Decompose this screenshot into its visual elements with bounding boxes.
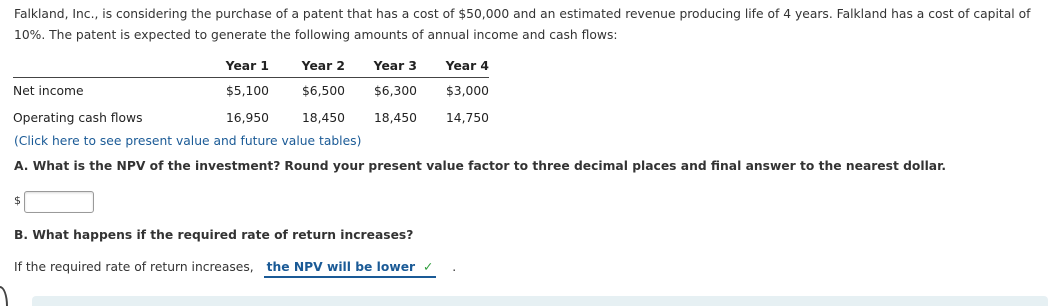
cash-flow-table	[13, 55, 489, 131]
table-header-blank	[13, 55, 213, 77]
table-header-year-3: Year 3	[345, 55, 417, 77]
table-cell: 18,450	[301, 110, 345, 125]
question-intro: Falkland, Inc., is considering the purchase of a patent that has a cost of $50,000 and an estimated revenue producing life of 4 years. Falkland has a cost of capital of 10%. The patent is expected to generate the following amounts of annual income and cash flows:	[14, 7, 1031, 42]
correct-check-icon: ✓	[423, 260, 434, 274]
part-a-question	[14, 159, 946, 173]
part-b-answer-lead: If the required rate of return increases,	[14, 260, 254, 274]
row-label-operating-cash-flows: Operating cash flows	[13, 110, 143, 125]
feedback-bar	[32, 296, 1048, 306]
table-header-year-4: Year 4	[417, 55, 489, 77]
table-row	[13, 104, 489, 131]
table-row	[13, 77, 489, 104]
part-a-prompt: A. What is the NPV of the investment?	[14, 159, 281, 173]
row-label-net-income: Net income	[13, 83, 84, 98]
table-cell: $5,100	[225, 83, 269, 98]
part-b-answer-line	[14, 260, 456, 278]
table-header-year-1: Year 1	[213, 55, 269, 77]
table-cell: 16,950	[225, 110, 269, 125]
npv-answer-input[interactable]	[24, 191, 94, 213]
table-header-year-2: Year 2	[269, 55, 345, 77]
table-cell: $6,500	[301, 83, 345, 98]
part-b-prompt: B. What happens if the required rate of return increases?	[14, 228, 414, 242]
part-a-instruction: Round your present value factor to three decimal places and final answer to the nearest dollar.	[284, 159, 947, 173]
pv-tables-link[interactable]: (Click here to see present value and future value tables)	[14, 134, 362, 148]
table-header-row	[13, 55, 489, 77]
currency-symbol: $	[14, 194, 21, 207]
table-cell: 14,750	[445, 110, 489, 125]
table-cell: $3,000	[445, 83, 489, 98]
table-cell: 18,450	[373, 110, 417, 125]
npv-direction-dropdown[interactable]	[264, 260, 437, 278]
dropdown-selected-value: the NPV will be lower	[266, 260, 416, 274]
scroll-arc-decoration	[0, 286, 8, 306]
table-cell: $6,300	[373, 83, 417, 98]
sentence-period: .	[452, 260, 457, 274]
